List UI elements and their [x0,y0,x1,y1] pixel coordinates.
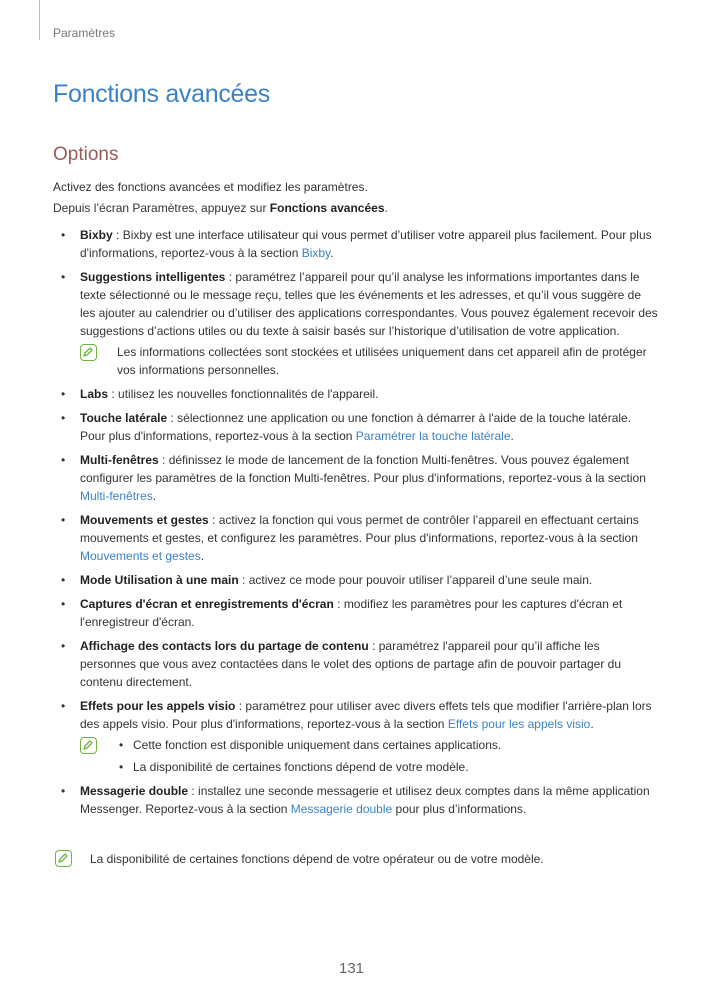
intro-bold: Fonctions avancées [269,201,385,215]
page-number: 131 [338,960,365,977]
item-term: Bixby [80,228,113,242]
item-end: . [510,429,514,443]
item-end: pour plus d’informations. [392,802,527,816]
item-term: Touche latérale [80,411,168,425]
list-item-mouvements [53,511,658,565]
list-item-multi [53,451,658,505]
item-end: . [200,549,205,563]
list-item-une-main [53,571,658,589]
header-divider [39,0,40,40]
list-item-touche [53,409,658,445]
list-item-visio [53,697,658,776]
item-end: . [590,717,594,731]
intro-text: Depuis l’écran Paramètres, appuyez sur [53,201,270,215]
item-text: : sélectionnez une application ou une fonction à démarrer à l'aide de la touche latérale. Pour plus d'informations, reportez-vous à la section [80,411,632,443]
item-end: . [330,246,334,260]
item-term: Mouvements et gestes [80,513,209,527]
item-term: Messagerie double [80,784,189,798]
note-suggestions [80,343,658,379]
list-item-messagerie [53,782,658,818]
link-effets-visio[interactable]: Effets pour les appels visio [447,717,591,731]
list-item-suggestions [53,268,658,379]
item-text: : paramétrez pour utiliser avec divers effets tels que modifier l'arrière-plan lors des appels visio. Pour plus d'informations, reportez-vous à la section [80,699,652,731]
item-term: Labs [80,387,109,401]
item-text: : définissez le mode de lancement de la fonction Multi-fenêtres. Vous pouvez également configurer les paramètres de la fonction Multi-fenêtres. Pour plus d'informations, reportez-vous à la section [80,453,646,485]
item-text: : modifiez les paramètres pour les captures d'écran et l'enregistreur d'écran. [80,597,623,629]
link-touche-laterale[interactable]: Paramétrer la touche latérale [355,429,511,443]
link-messagerie-double[interactable]: Messagerie double [290,802,393,816]
intro [53,178,653,220]
link-mouvements[interactable]: Mouvements et gestes [80,549,201,563]
note-list [117,736,658,776]
item-end: . [152,489,157,503]
item-text: : Bixby est une interface utilisateur qui vous permet d’utiliser votre appareil plus facilement. Pour plus d'informations, reportez-vous à la section [80,228,652,260]
intro-line-2 [53,199,653,217]
item-text: : installez une seconde messagerie et utilisez deux comptes dans la même application Messenger. Reportez-vous à la section [80,784,650,816]
item-term: Effets pour les appels visio [80,699,236,713]
list-item-captures [53,595,658,631]
note-visio [80,736,658,776]
link-multi-fenetres[interactable]: Multi-fenêtres [80,489,153,503]
item-text: : paramétrez l'appareil pour qu’il affiche les personnes que vous avez contactées dans le volet des options de partage afin de pouvoir partager du contenu directement. [80,639,622,689]
list-item-bixby [53,226,658,262]
item-text: : activez ce mode pour pouvoir utiliser l’appareil d’une seule main. [238,573,593,587]
item-text: : activez la fonction qui vous permet de contrôler l’appareil en effectuant certains mouvements et gestes, et configurez les paramètres. Pour plus d'informations, reportez-vous à la section [80,513,639,545]
note-pencil-icon [80,344,97,361]
item-text: : utilisez les nouvelles fonctionnalités de l'appareil. [108,387,379,401]
header-section: Paramètres [53,26,116,40]
intro-end: . [384,201,388,215]
list-item-labs [53,385,658,403]
item-term: Suggestions intelligentes [80,270,226,284]
item-term: Affichage des contacts lors du partage de contenu [80,639,369,653]
list-item-contacts [53,637,658,691]
final-note-text: La disponibilité de certaines fonctions dépend de votre opérateur ou de votre modèle. [90,852,544,866]
item-term: Mode Utilisation à une main [80,573,239,587]
note-pencil-icon [55,850,72,867]
note-pencil-icon [80,737,97,754]
intro-line-1: Activez des fonctions avancées et modifiez les paramètres. [53,180,368,194]
item-term: Multi-fenêtres [80,453,159,467]
page-title: Fonctions avancées [53,80,270,108]
item-text: : paramétrez l’appareil pour qu’il analyse les informations importantes dans le texte sélectionné ou le message reçu, telles que les événements et les adresses, et qu’il vous suggère de les ajouter au calendrier ou d’utiliser des applications correspondantes. Vous pouvez également recevoir des suggestions d’actions utiles ou du texte à saisir basés sur l’historique d’utilisation de votre application. [80,270,658,338]
note-list-item: • Cette fonction est disponible uniquement dans certaines applications. [117,736,658,754]
options-list [53,226,658,824]
link-bixby[interactable]: Bixby [301,246,331,260]
note-list-item: • La disponibilité de certaines fonctions dépend de votre modèle. [117,758,658,776]
section-title: Options [53,144,119,165]
note-text: Les informations collectées sont stockées et utilisées uniquement dans cet appareil afin de protéger vos informations personnelles. [117,345,647,377]
final-note [53,850,653,868]
item-term: Captures d'écran et enregistrements d'écran [80,597,334,611]
